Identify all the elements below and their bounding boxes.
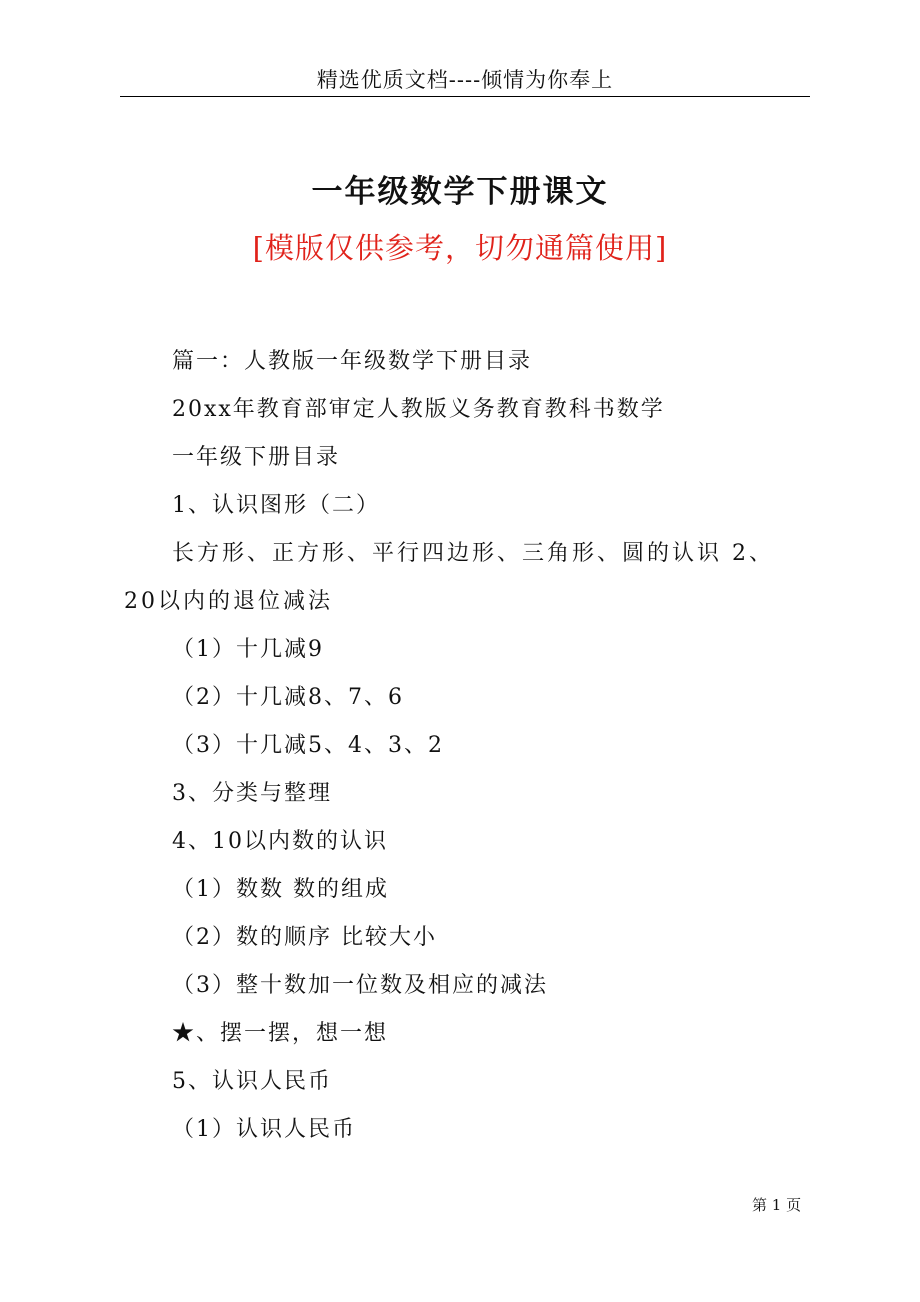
section-heading: 篇一：人教版一年级数学下册目录 xyxy=(172,349,533,374)
toc-subitem: （1）数数 数的组成 xyxy=(172,877,389,902)
document-body xyxy=(124,338,804,1154)
toc-subitem: （2）数的顺序 比较大小 xyxy=(172,925,437,950)
template-notice: [模版仅供参考，切勿通篇使用] xyxy=(252,231,668,265)
toc-item-wrapped: 长方形、正方形、平行四边形、三角形、圆的认识 2、20以内的退位减法 xyxy=(124,541,774,614)
page-header: 精选优质文档----倾情为你奉上 xyxy=(316,68,614,92)
header-divider xyxy=(120,96,810,97)
toc-item: 1、认识图形（二） xyxy=(172,493,380,518)
toc-item: ★、摆一摆，想一想 xyxy=(172,1021,389,1046)
document-title: 一年级数学下册课文 xyxy=(311,174,609,210)
text-line: 一年级下册目录 xyxy=(172,445,341,470)
toc-subitem: （3）十几减5、4、3、2 xyxy=(172,733,444,758)
toc-subitem: （1）认识人民币 xyxy=(172,1117,356,1142)
toc-subitem: （3）整十数加一位数及相应的减法 xyxy=(172,973,548,998)
text-line: 20xx年教育部审定人教版义务教育教科书数学 xyxy=(172,397,665,422)
toc-item: 5、认识人民币 xyxy=(172,1069,332,1094)
toc-item: 3、分类与整理 xyxy=(172,781,332,806)
toc-subitem: （1）十几减9 xyxy=(172,637,324,662)
toc-item: 4、10以内数的认识 xyxy=(172,829,388,854)
toc-subitem: （2）十几减8、7、6 xyxy=(172,685,404,710)
page-number: 第 1 页 xyxy=(752,1196,802,1214)
